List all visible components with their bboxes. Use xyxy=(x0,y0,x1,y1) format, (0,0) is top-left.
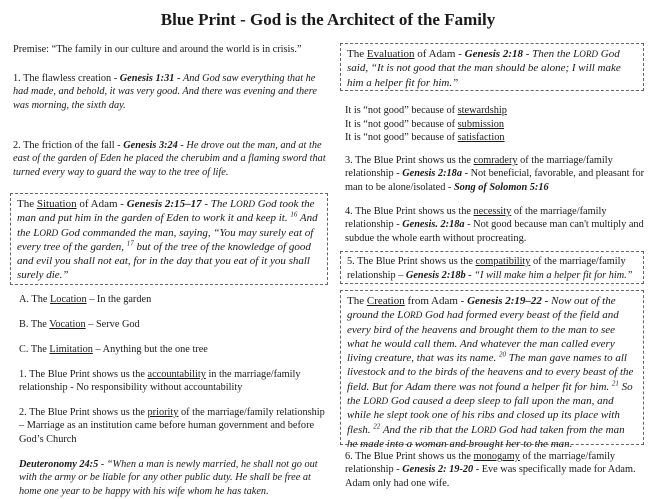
creation-box: The Creation from Adam - Genesis 2:19–22 - Now out of the ground the LORD God had formed every beast of the field and every bird of the heavens and brought them to the man to see what he would call them. And whatever the man called every living creature, that was its name. $^{20}$ The man gave names to all livestock and to the birds of the heavens and to every beast of the field. But for Adam there was not found a helper fit for him. $^{21}$ So the LORD God caused a deep sleep to fall upon the man, and while he slept took one of his ribs and closed up its place with flesh. $^{22}$ And the rib that the LORD God had taken from the man he made into a woman and brought her to the man. xyxy=(340,290,644,445)
situation-text: The LORD God took the man and put him in the garden of Eden to work it and keep it. $^{16}$ And the LORD God commanded the man, saying, “You may surely eat of every tree of the garden, $^{17}$ but of the tree of the knowledge of good and evil you shall not eat, for in the day that you eat of it you shall surely die.” xyxy=(17,198,318,282)
situation-ref: Genesis 2:15–17 xyxy=(126,198,202,210)
point-flawless-creation: 1. The flawless creation - Genesis 1:31 - And God saw everything that he had made, and behold, it was very good. And there was evening and there was morning, the sixth day. xyxy=(13,73,317,111)
point1-label: 1. The flawless creation xyxy=(13,73,112,84)
premise-text: “The family in our culture and around the world is in crisis.” xyxy=(51,44,302,55)
page-title: Blue Print - God is the Architect of the Family xyxy=(160,10,496,29)
point1-ref: Genesis 1:31 xyxy=(119,73,175,84)
point-friction-fall: 2. The friction of the fall - Genesis 3:24 - He drove out the man, and at the east of the garden of Eden he placed the cherubim and a flaming sword that turned every way to guard the way to the tree of life. xyxy=(13,140,326,178)
situation-post: of Adam xyxy=(79,198,118,210)
blueprint-necessity: 4. The Blue Print shows us the necessity of the marriage/family relationship - Genesis. 2:18a - Not good because man can't multiply and subdue the whole earth without procreating. xyxy=(345,206,644,244)
blueprint-accountability: 1. The Blue Print shows us the accountability in the marriage/family relationship - No responsibility without accountability xyxy=(19,369,301,394)
item-location: A. The Location – In the garden xyxy=(19,294,152,305)
evaluation-key: Evaluation xyxy=(366,48,415,60)
deuteronomy-quote: Deuteronomy 24:5 - “When a man is newly married, he shall not go out with the army or be liable for any other public duty. He shall be free at home one year to be happy with his wife whom he has taken. xyxy=(19,459,318,497)
not-good-satisfaction: It is “not good” because of satisfaction xyxy=(345,132,505,144)
creation-ref: Genesis 2:19–22 - xyxy=(467,295,549,307)
evaluation-ref: Genesis 2:18 xyxy=(464,48,523,60)
situation-key: Situation xyxy=(36,198,77,210)
compatibility-box: 5. The Blue Print shows us the compatibility of the marriage/family relationship – Genesis 2:18b - “I will make him a helper fit for him.” xyxy=(340,251,644,284)
creation-key: Creation xyxy=(366,295,405,307)
point2-text: He drove out the man, and at the east of the garden of Eden he placed the cherubim and a flaming sword that turned every way to guard the way to the tree of life. xyxy=(13,140,326,178)
blueprint-comradery: 3. The Blue Print shows us the comradery of the marriage/family relationship - Genesis 2:18a - Not beneficial, favorable, and pleasant for man to be alone/isolated - Song of Solomon 5:16 xyxy=(345,155,645,193)
situation-pre: The xyxy=(17,198,35,210)
item-vocation: B. The Vocation – Serve God xyxy=(19,319,140,330)
blueprint-priority: 2. The Blue Print shows us the priority of the marriage/family relationship – Marriage as an institution came before human government and before God’s Church xyxy=(19,407,325,445)
point2-ref: Genesis 3:24 xyxy=(123,140,178,151)
blueprint-monogamy: 6. The Blue Print shows us the monogamy of the marriage/family relationship - Genesis 2: 19-20 - Eve was specifically made for Adam. Adam only had one wife. xyxy=(345,451,636,489)
evaluation-box: The Evaluation of Adam - Genesis 2:18 - Then the LORD God said, “It is not good that the man should be alone; I will make him a helper fit for him.” xyxy=(340,43,644,91)
situation-box: The Situation of Adam - Genesis 2:15–17 - The LORD God took the man and put him in the garden of Eden to work it and keep it. $^{16}$ And the LORD God commanded the man, saying, “You may surely eat of every tree of the garden, $^{17}$ but of the tree of the knowledge of good and evil you shall not eat, for in the day that you eat of it you shall surely die.” xyxy=(10,193,328,285)
creation-text: Now out of the ground the LORD God had formed every beast of the field and every bird of the heavens and brought them to the man to see what he would call them. And whatever the man called every living creature, that was its name. $^{20}$ The man gave names to all livestock and to the birds of the heavens and to every beast of the field. But for Adam there was not found a helper fit for him. $^{21}$ So the LORD God caused a deep sleep to fall upon the man, and while he slept took one of his ribs and closed up its place with flesh. $^{22}$ And the rib that the LORD God had taken from the man he made into a woman and brought her to the man. xyxy=(347,295,634,450)
not-good-stewardship: It is “not good” because of stewardship xyxy=(345,105,507,116)
evaluation-text: Then the LORD God said, “It is not good that the man should be alone; I will make him a helper fit for him.” xyxy=(347,48,621,89)
not-good-list xyxy=(345,104,645,145)
item-limitation: C. The Limitation – Anything but the one tree xyxy=(19,344,208,355)
point1-text: And God saw everything that he had made, and behold, it was very good. And there was evening and there was morning, the sixth day. xyxy=(13,73,317,111)
premise-label: Premise: xyxy=(13,44,50,55)
not-good-submission: It is “not good” because of submission xyxy=(345,118,505,130)
premise xyxy=(13,43,328,56)
point2-label: 2. The friction of the fall xyxy=(13,140,115,151)
